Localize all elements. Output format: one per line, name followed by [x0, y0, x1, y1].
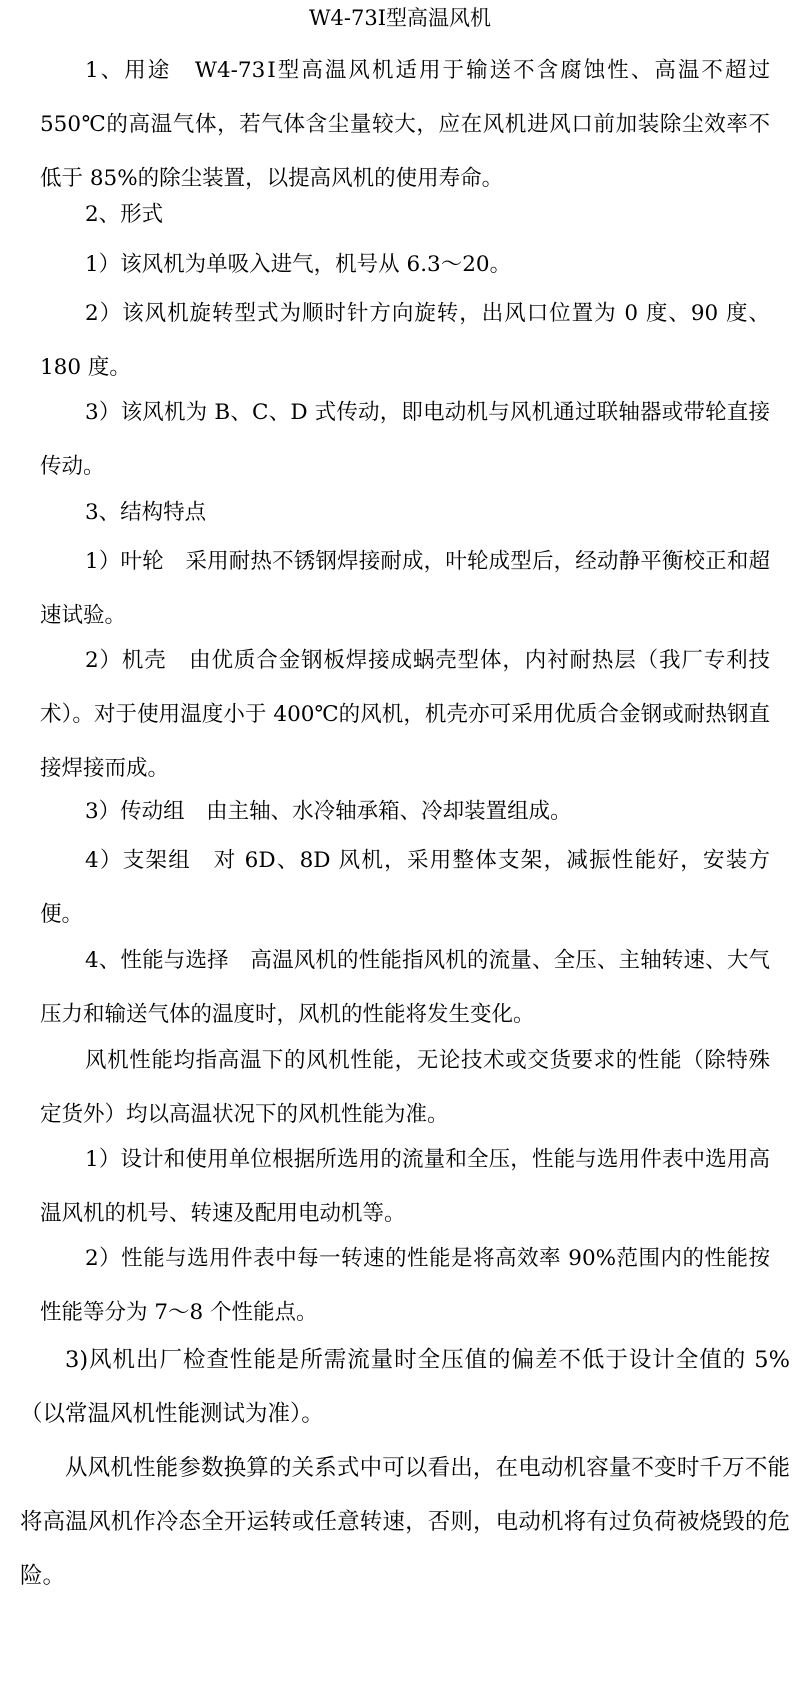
paragraph-transmission: 3）传动组 由主轴、水冷轴承箱、冷却装置组成。 [85, 799, 572, 824]
paragraph-casing: 2）机壳 由优质合金钢板焊接成蜗壳型体，内衬耐热层（我厂专利技术）。对于使用温度小于 400℃的风机，机壳亦可采用优质合金钢或耐热钢直接焊接而成。 [40, 648, 770, 781]
paragraph-selection-1: 1）设计和使用单位根据所选用的流量和全压，性能与选用件表中选用高温风机的机号、转速及配用电动机等。 [40, 1147, 770, 1226]
paragraph-usage: 1、用途 W4-73Ⅰ型高温风机适用于输送不含腐蚀性、高温不超过 550℃的高温气体，若气体含尘量较大，应在风机进风口前加装除尘效率不低于 85%的除尘装置，以提高风机的使用寿命。 [40, 58, 770, 191]
paragraph-bracket: 4）支架组 对 6D、8D 风机，采用整体支架，减振性能好，安装方便。 [40, 848, 770, 927]
page-title: W4-73Ⅰ型高温风机 [308, 6, 492, 30]
paragraph-warning: 从风机性能参数换算的关系式中可以看出，在电动机容量不变时千万不能将高温风机作冷态全开运转或任意转速，否则，电动机将有过负荷被烧毁的危险。 [20, 1455, 790, 1589]
paragraph-form-heading: 2、形式 [85, 202, 164, 227]
paragraph-form-1: 1）该风机为单吸入进气，机号从 6.3～20。 [85, 252, 512, 277]
paragraph-performance: 4、性能与选择 高温风机的性能指风机的流量、全压、主轴转速、大气压力和输送气体的温度时，风机的性能将发生变化。 [40, 948, 770, 1027]
paragraph-impeller: 1）叶轮 采用耐热不锈钢焊接耐成，叶轮成型后，经动静平衡校正和超速试验。 [40, 549, 770, 628]
paragraph-selection-3: 3)风机出厂检查性能是所需流量时全压值的偏差不低于设计全值的 5%（以常温风机性能测试为准）。 [20, 1347, 790, 1427]
paragraph-selection-2: 2）性能与选用件表中每一转速的性能是将高效率 90%范围内的性能按性能等分为 7～8 个性能点。 [40, 1246, 770, 1325]
paragraph-performance-note: 风机性能均指高温下的风机性能，无论技术或交货要求的性能（除特殊定货外）均以高温状况下的风机性能为准。 [40, 1048, 770, 1127]
paragraph-form-2: 2）该风机旋转型式为顺时针方向旋转，出风口位置为 0 度、90 度、180 度。 [40, 301, 770, 380]
paragraph-form-3: 3）该风机为 B、C、D 式传动，即电动机与风机通过联轴器或带轮直接传动。 [40, 400, 770, 479]
paragraph-structure-heading: 3、结构特点 [85, 500, 207, 525]
